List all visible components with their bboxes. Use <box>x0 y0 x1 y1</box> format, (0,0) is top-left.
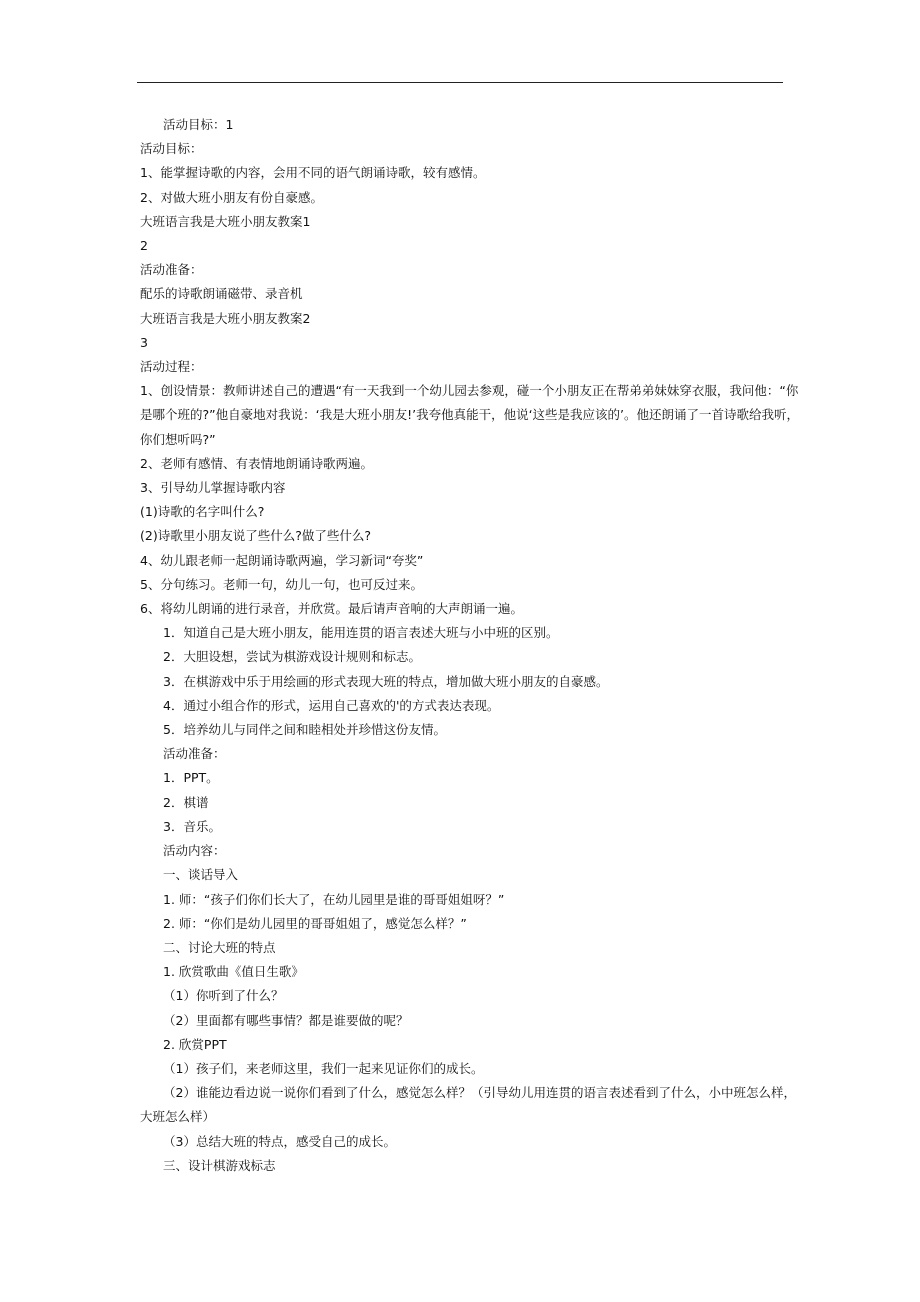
text-line: 5、分句练习。老师一句，幼儿一句，也可反过来。 <box>140 576 423 592</box>
text-line: 活动过程： <box>140 359 203 375</box>
text-line: 3．音乐。 <box>163 818 221 834</box>
document-body <box>140 113 800 1178</box>
text-line: 2. 师：“你们是幼儿园里的哥哥姐姐了，感觉怎么样？” <box>163 915 467 931</box>
text-line: （3）总结大班的特点，感受自己的成长。 <box>163 1133 396 1149</box>
text-line: 活动目标：1 <box>163 117 234 132</box>
text-line: 是哪个班的?”他自豪地对我说：‘我是大班小朋友!’我夸他真能干，他说‘这些是我应该的’。他还朗诵了一首诗歌给我听， <box>140 407 800 423</box>
text-line: 2．大胆设想，尝试为棋游戏设计规则和标志。 <box>163 649 421 665</box>
text-line: 1．PPT。 <box>163 770 219 786</box>
text-line: 1、能掌握诗歌的内容，会用不同的语气朗诵诗歌，较有感情。 <box>140 165 486 181</box>
text-line: 你们想听吗?” <box>140 431 216 447</box>
text-line: 活动内容： <box>163 843 226 859</box>
text-line: （1）孩子们，来老师这里，我们一起来见证你们的成长。 <box>163 1060 484 1076</box>
text-line: 2、老师有感情、有表情地朗诵诗歌两遍。 <box>140 455 373 471</box>
text-line: 大班语言我是大班小朋友教案1 <box>140 213 311 229</box>
text-line: 3．在棋游戏中乐于用绘画的形式表现大班的特点，增加做大班小朋友的自豪感。 <box>163 673 609 689</box>
header-rule <box>137 82 783 83</box>
text-line: 2、对做大班小朋友有份自豪感。 <box>140 189 323 205</box>
text-line: 4．通过小组合作的形式，运用自己喜欢的'的方式表达表现。 <box>163 697 500 713</box>
text-line: 2. 欣赏PPT <box>163 1036 227 1052</box>
text-line: 配乐的诗歌朗诵磁带、录音机 <box>140 286 303 302</box>
text-line: 大班怎么样） <box>140 1109 216 1125</box>
text-line: 一、谈话导入 <box>163 867 239 883</box>
text-line: 5．培养幼儿与同伴之间和睦相处并珍惜这份友情。 <box>163 722 446 738</box>
text-line: 3、引导幼儿掌握诗歌内容 <box>140 480 286 496</box>
text-line: （2）里面都有哪些事情？都是谁要做的呢？ <box>163 1012 409 1028</box>
text-line: 三、设计棋游戏标志 <box>163 1157 276 1173</box>
text-line: 活动准备： <box>163 746 226 762</box>
text-line: 活动目标： <box>140 141 203 157</box>
text-line: (1)诗歌的名字叫什么? <box>140 504 265 520</box>
text-line: 大班语言我是大班小朋友教案2 <box>140 310 311 326</box>
text-line: 4、幼儿跟老师一起朗诵诗歌两遍，学习新词“夸奖” <box>140 552 424 568</box>
text-line: 活动准备： <box>140 262 203 278</box>
text-line: 2 <box>140 238 148 254</box>
text-line: 二、讨论大班的特点 <box>163 939 276 955</box>
text-line: (2)诗歌里小朋友说了些什么?做了些什么? <box>140 528 371 544</box>
text-line: 6、将幼儿朗诵的进行录音，并欣赏。最后请声音响的大声朗诵一遍。 <box>140 601 523 617</box>
text-line: 1. 欣赏歌曲《值日生歌》 <box>163 964 304 980</box>
text-line: 3 <box>140 334 148 350</box>
text-line: 1．知道自己是大班小朋友，能用连贯的语言表述大班与小中班的区别。 <box>163 625 559 641</box>
text-line: 1、创设情景：教师讲述自己的遭遇“有一天我到一个幼儿园去参观，碰一个小朋友正在帮弟弟妹妹穿衣服，我问他：“你 <box>140 383 799 399</box>
text-line: （1）你听到了什么？ <box>163 988 284 1004</box>
text-line: （2）谁能边看边说一说你们看到了什么，感觉怎么样？（引导幼儿用连贯的语言表述看到了什么，小中班怎么样， <box>163 1085 796 1101</box>
text-line: 2．棋谱 <box>163 794 209 810</box>
text-line: 1. 师：“孩子们你们长大了，在幼儿园里是谁的哥哥姐姐呀？” <box>163 891 505 907</box>
